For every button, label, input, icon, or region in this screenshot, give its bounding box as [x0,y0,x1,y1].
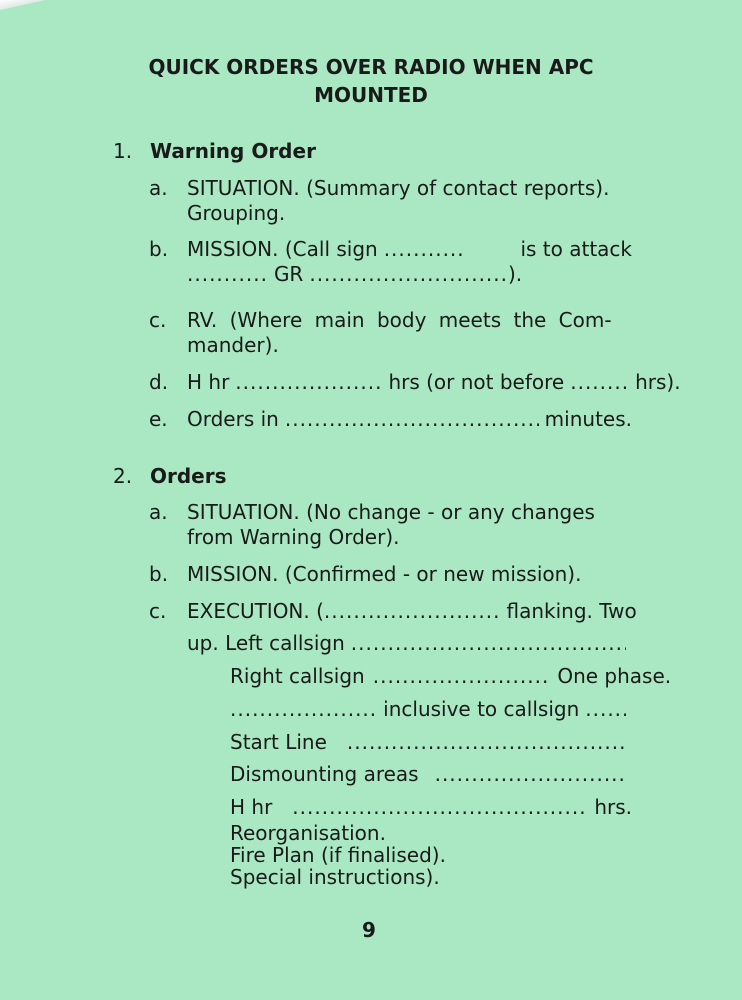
section-2-header [113,463,633,489]
item-1b-line1: MISSION. (Call sign ........... is to attack [187,237,632,261]
item-1b [149,237,632,289]
item-1c-line2: mander). [187,333,279,357]
item-1d-line: H hr .................... hrs (or not before ........ hrs). [187,370,681,394]
item-1b-letter: b. [149,237,169,261]
item-1a [149,176,632,228]
item-2a-letter: a. [149,500,168,524]
title-line-1: QUICK ORDERS OVER RADIO WHEN APC [148,55,594,79]
title-line-2: MOUNTED [314,83,428,107]
section-1-heading: Warning Order [150,139,316,163]
item-1a-line2: Grouping. [187,201,286,225]
item-2c-dismounting: Dismounting areas ..... [230,762,632,787]
item-2c-fire-plan: Fire Plan (if finalised). [230,843,446,867]
item-1d [149,370,681,396]
item-1d-letter: d. [149,370,169,394]
page-number: 9 [362,918,376,942]
section-2-number: 2. [113,464,133,488]
item-2b-line1: MISSION. (Confirmed - or new mission). [187,562,582,586]
item-1c-line1: RV. (Where main body meets the Com- [187,308,612,332]
item-2c-left-callsign: up. Left callsign ..... [187,631,632,656]
item-1a-line1: SITUATION. (Summary of contact reports). [187,176,610,200]
item-2a-line1: SITUATION. (No change - or any changes [187,500,595,524]
section-1-header [113,138,633,164]
item-2c [149,599,637,625]
item-1b-line2: ........... GR ...........................). [187,262,523,286]
item-2a [149,500,632,552]
item-1e [149,407,632,433]
item-2c-reorg: Reorganisation. [230,821,386,845]
section-2-heading: Orders [150,464,227,488]
item-2c-line1: EXECUTION. ( ........................ flanking. Two [187,599,637,623]
item-2b-letter: b. [149,562,169,586]
item-2b [149,562,632,588]
item-2a-line2: from Warning Order). [187,525,400,549]
item-2c-right-callsign: Right callsign ........................ One phase. [230,664,672,688]
item-1a-letter: a. [149,176,168,200]
page-corner-tear [0,0,45,10]
item-2c-letter: c. [149,599,167,623]
item-2c-h-hr: H hr ..... hrs. [230,795,632,820]
item-2c-inclusive: .................... inclusive to callsign ..... [230,697,632,722]
item-2c-start-line: Start Line ..... [230,730,632,755]
item-2c-special: Special instructions). [230,865,440,889]
item-1e-line: Orders in ..... minutes. [187,407,632,432]
item-1c [149,308,632,360]
item-1c-letter: c. [149,308,167,332]
item-1e-letter: e. [149,407,168,431]
section-1-number: 1. [113,139,133,163]
